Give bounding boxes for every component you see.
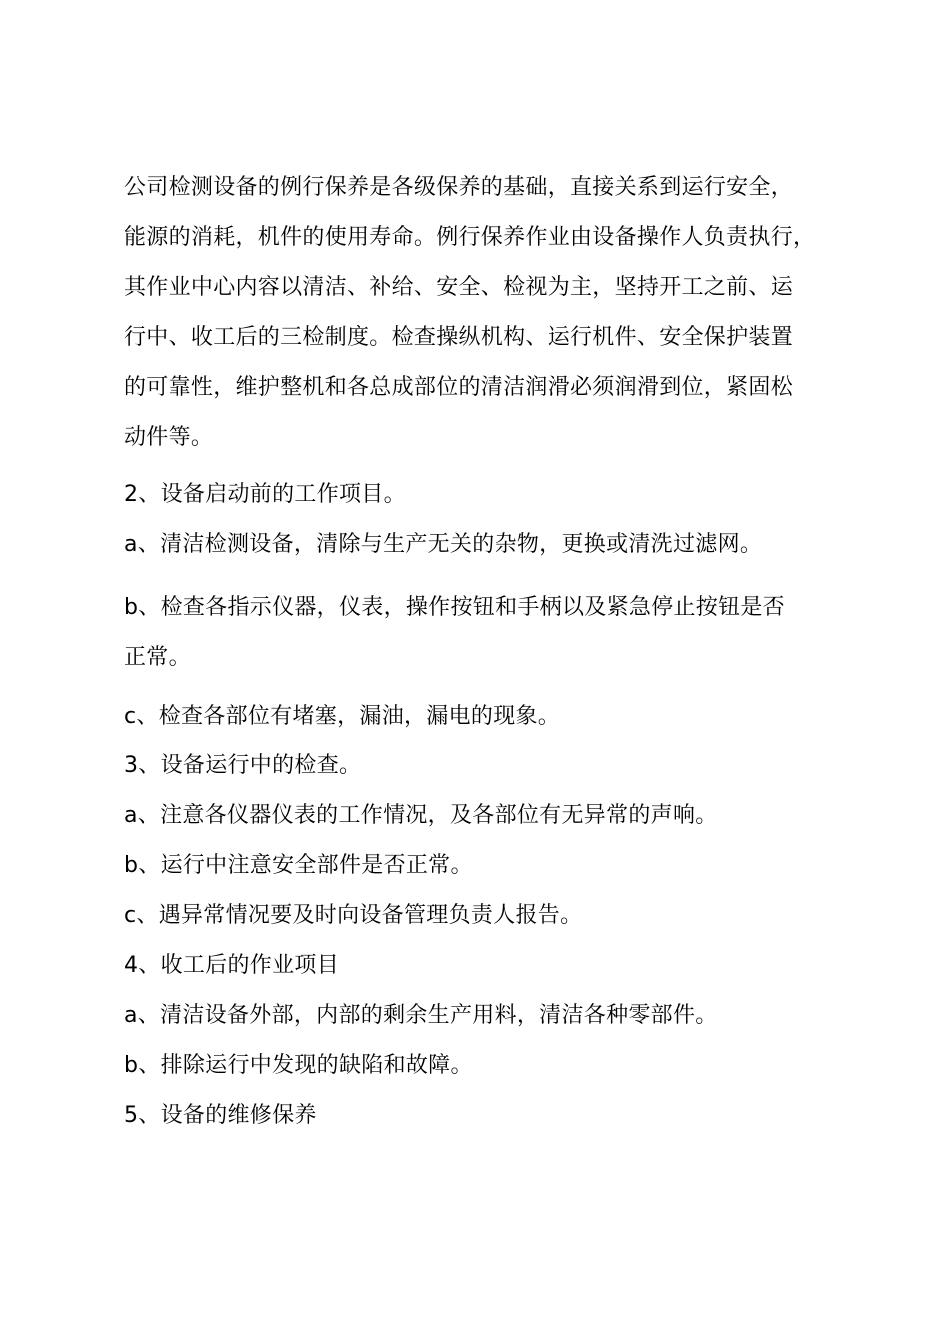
- section-2-item-c: c、检查各部位有堵塞，漏油，漏电的现象。: [124, 704, 561, 729]
- section-5-heading: 5、设备的维修保养: [124, 1103, 317, 1128]
- section-4-heading: 4、收工后的作业项目: [124, 953, 339, 978]
- section-2-item-b-line-1: b、检查各指示仪器，仪表，操作按钮和手柄以及紧急停止按钮是否: [124, 595, 785, 620]
- section-2-item-b-line-2: 正常。: [124, 645, 191, 670]
- intro-paragraph-line-3: 其作业中心内容以清洁、补给、安全、检视为主，坚持开工之前、运: [124, 275, 794, 300]
- section-3-item-a: a、注意各仪器仪表的工作情况，及各部位有无异常的声响。: [124, 803, 718, 828]
- section-3-item-b: b、运行中注意安全部件是否正常。: [124, 853, 473, 878]
- section-3-heading: 3、设备运行中的检查。: [124, 753, 362, 778]
- intro-paragraph-line-1: 公司检测设备的例行保养是各级保养的基础，直接关系到运行安全，: [124, 175, 794, 200]
- section-3-item-c: c、遇异常情况要及时向设备管理负责人报告。: [124, 903, 583, 928]
- intro-paragraph-line-2: 能源的消耗，机件的使用寿命。例行保养作业由设备操作人负责执行，: [124, 225, 816, 250]
- intro-paragraph-line-4: 行中、收工后的三检制度。检查操纵机构、运行机件、安全保护装置: [124, 325, 794, 350]
- section-4-item-a: a、清洁设备外部，内部的剩余生产用料，清洁各种零部件。: [124, 1003, 718, 1028]
- section-4-item-b: b、排除运行中发现的缺陷和故障。: [124, 1053, 473, 1078]
- intro-paragraph-line-5: 的可靠性，维护整机和各总成部位的清洁润滑必须润滑到位，紧固松: [124, 375, 794, 400]
- intro-paragraph-line-6: 动件等。: [124, 425, 214, 450]
- section-2-item-a: a、清洁检测设备，清除与生产无关的杂物，更换或清洗过滤网。: [124, 532, 763, 557]
- section-2-heading: 2、设备启动前的工作项目。: [124, 482, 406, 507]
